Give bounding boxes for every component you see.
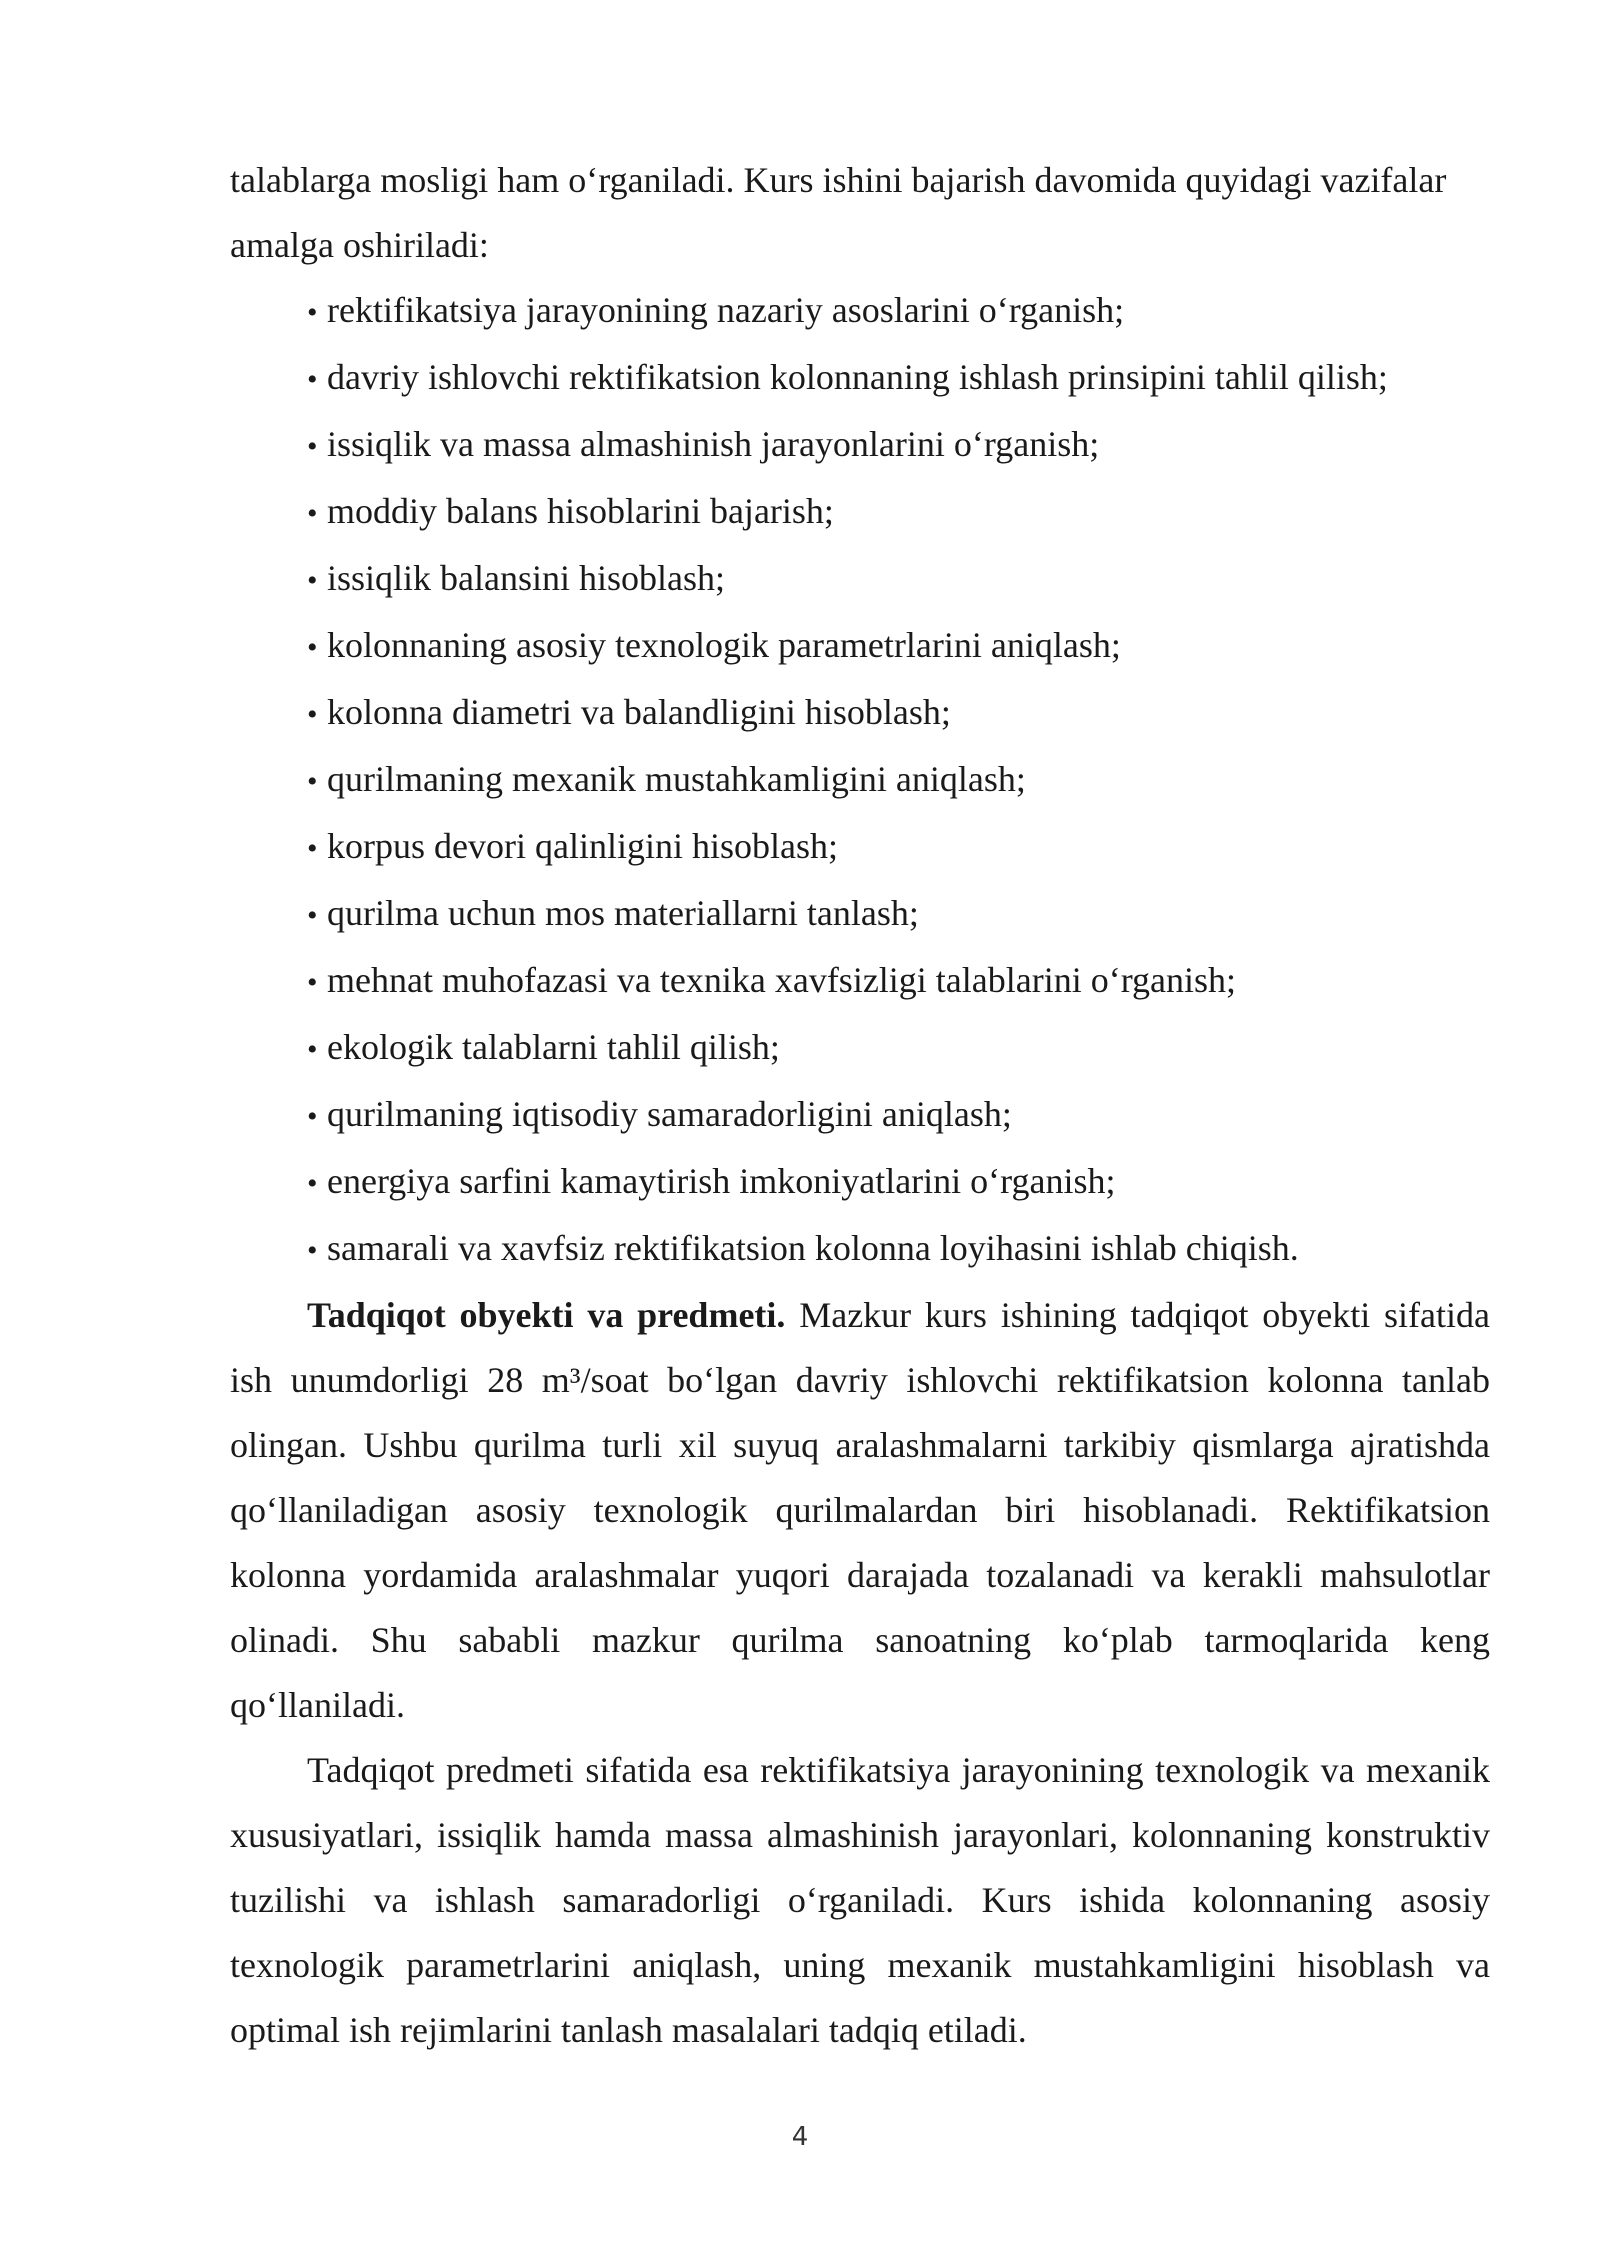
page-body <box>230 148 1490 2063</box>
intro-line-1: talablarga mosligi ham o‘rganiladi. Kurs ishini bajarish davomida quyidagi vazifalar <box>230 160 1447 200</box>
intro-line-2: amalga oshiriladi: <box>230 225 489 265</box>
list-item <box>307 412 1490 479</box>
list-item <box>307 1015 1490 1082</box>
list-item <box>307 948 1490 1015</box>
list-item <box>307 1149 1490 1216</box>
list-item-text: issiqlik balansini hisoblash; <box>327 558 726 598</box>
list-item <box>307 613 1490 680</box>
list-item-text: moddiy balans hisoblarini bajarish; <box>327 491 834 531</box>
list-item-text: mehnat muhofazasi va texnika xavfsizligi talablarini o‘rganish; <box>327 960 1237 1000</box>
list-item-text: qurilma uchun mos materiallarni tanlash; <box>327 893 919 933</box>
list-item <box>307 1216 1490 1283</box>
bullet-icon: • <box>307 497 318 530</box>
bullet-icon: • <box>307 966 318 999</box>
bullet-icon: • <box>307 564 318 597</box>
bullet-icon: • <box>307 430 318 463</box>
list-item <box>307 680 1490 747</box>
list-item-text: kolonna diametri va balandligini hisoblash; <box>327 692 951 732</box>
page-number: 4 <box>791 2122 809 2152</box>
section-heading: Tadqiqot obyekti va predmeti. <box>307 1295 786 1335</box>
object-paragraph <box>230 1283 1490 1738</box>
bullet-icon: • <box>307 1167 318 1200</box>
list-item <box>307 479 1490 546</box>
list-item-text: davriy ishlovchi rektifikatsion kolonnaning ishlash prinsipini tahlil qilish; <box>327 357 1388 397</box>
list-item-text: kolonnaning asosiy texnologik parametrlarini aniqlash; <box>327 625 1121 665</box>
list-item <box>307 881 1490 948</box>
bullet-icon: • <box>307 1033 318 1066</box>
list-item-text: samarali va xavfsiz rektifikatsion kolonna loyihasini ishlab chiqish. <box>327 1228 1299 1268</box>
bullet-icon: • <box>307 631 318 664</box>
subject-paragraph: Tadqiqot predmeti sifatida esa rektifikatsiya jarayonining texnologik va mexanik xususiyatlari, issiqlik hamda massa almashinish jarayonlari, kolonnaning konstruktiv tuzilishi va ishlash samaradorligi o‘rganiladi. Kurs ishida kolonnaning asosiy texnologik parametrlarini aniqlash, uning mexanik mustahkamligini hisoblash va optimal ish rejimlarini tanlash masalalari tadqiq etiladi. <box>230 1750 1490 2050</box>
list-item-text: qurilmaning iqtisodiy samaradorligini aniqlash; <box>327 1094 1012 1134</box>
bullet-icon: • <box>307 698 318 731</box>
object-paragraph-text: Mazkur kurs ishining tadqiqot obyekti sifatida ish unumdorligi 28 m³/soat bo‘lgan davriy ishlovchi rektifikatsion kolonna tanlab olingan. Ushbu qurilma turli xil suyuq aralashmalarni tarkibiy qismlarga ajratishda qo‘llaniladigan asosiy texnologik qurilmalardan biri hisoblanadi. Rektifikatsion kolonna yordamida aralashmalar yuqori darajada tozalanadi va kerakli mahsulotlar olinadi. Shu sababli mazkur qurilma sanoatning ko‘plab tarmoqlarida keng qo‘llaniladi. <box>230 1295 1490 1725</box>
list-item-text: rektifikatsiya jarayonining nazariy asoslarini o‘rganish; <box>327 290 1125 330</box>
list-item <box>307 814 1490 881</box>
bullet-icon: • <box>307 1234 318 1267</box>
list-item <box>307 345 1490 412</box>
list-item <box>307 747 1490 814</box>
list-item <box>307 278 1490 345</box>
bullet-icon: • <box>307 832 318 865</box>
bullet-icon: • <box>307 765 318 798</box>
list-item-text: ekologik talablarni tahlil qilish; <box>327 1027 780 1067</box>
list-item-text: issiqlik va massa almashinish jarayonlarini o‘rganish; <box>327 424 1100 464</box>
bullet-icon: • <box>307 1100 318 1133</box>
intro-paragraph <box>230 148 1490 278</box>
bullet-icon: • <box>307 296 318 329</box>
list-item <box>307 1082 1490 1149</box>
task-list <box>230 278 1490 1283</box>
bullet-icon: • <box>307 899 318 932</box>
list-item-text: korpus devori qalinligini hisoblash; <box>327 826 838 866</box>
bullet-icon: • <box>307 363 318 396</box>
list-item-text: energiya sarfini kamaytirish imkoniyatlarini o‘rganish; <box>327 1161 1116 1201</box>
list-item-text: qurilmaning mexanik mustahkamligini aniqlash; <box>327 759 1026 799</box>
list-item <box>307 546 1490 613</box>
